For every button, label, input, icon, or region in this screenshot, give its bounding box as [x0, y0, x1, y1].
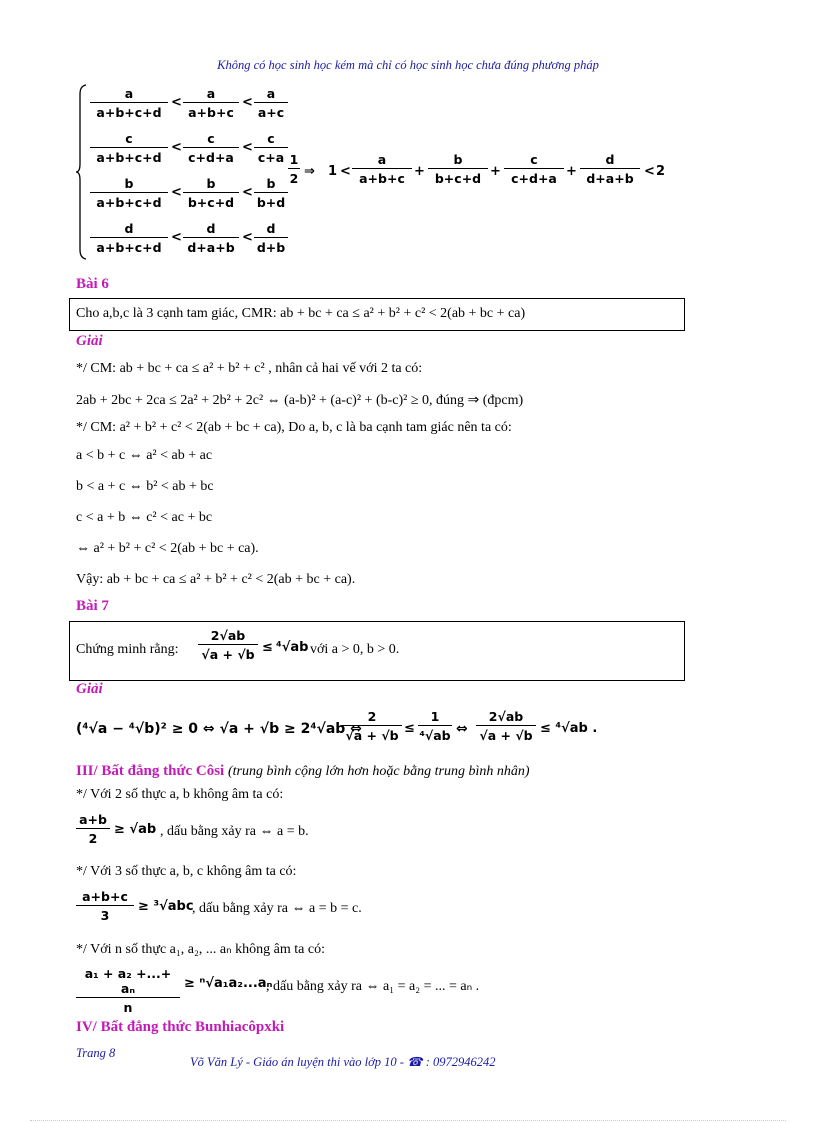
- system-row-1-lt-1: <: [171, 95, 182, 110]
- bai6-line-4: a < b + c ⇔ a² < ab + ac: [76, 448, 213, 463]
- bai6-line-6: c < a + b ⇔ c² < ac + bc: [76, 510, 213, 525]
- system-result-frac-2-num: b: [428, 152, 488, 169]
- cosi-frac-1: [76, 812, 110, 846]
- system-row-4-frac-3-den: d+b: [256, 240, 286, 255]
- system-row-4-frac-2-den: d+a+b: [187, 240, 235, 255]
- bai7-frac-den: √a + √b: [201, 647, 255, 662]
- bunhia-section-title: IV/ Bất đẳng thức Bunhiacôpxki: [76, 1019, 285, 1035]
- system-result-plus-1: +: [414, 164, 425, 179]
- system-implies: ⇒: [304, 164, 315, 179]
- bai7-sol-frac-2: [418, 709, 452, 743]
- system-result-frac-3-den: c+d+a: [511, 171, 557, 186]
- bai7-problem-prefix: Chứng minh rằng:: [76, 642, 179, 657]
- page-header: Không có học sinh học kém mà chỉ có học sinh học chưa đúng phương pháp: [217, 58, 599, 72]
- system-row-1-frac-1: [90, 86, 168, 120]
- left-brace: [76, 84, 88, 260]
- cosi-expr-1-rhs: ≥ √ab: [114, 822, 157, 837]
- bai7-fraction: [198, 628, 258, 662]
- cosi-expr-3-text: , dấu bằng xảy ra ⇔ a₁ = a₂ = ... = aₙ .: [266, 979, 480, 994]
- system-row-3-frac-1-num: b: [90, 176, 168, 193]
- system-row-4-frac-3: [254, 221, 288, 255]
- system-row-2-frac-3-den: c+a: [257, 150, 285, 165]
- cosi-subtitle: (trung bình cộng lớn hơn hoặc bằng trung bình nhân): [227, 764, 530, 779]
- cosi-frac-3-num: a₁ + a₂ +...+ aₙ: [76, 966, 180, 998]
- system-row-4-frac-1-den: a+b+c+d: [96, 240, 162, 255]
- system-row-3-frac-2-num: b: [183, 176, 239, 193]
- bai7-frac-num: 2√ab: [198, 628, 258, 645]
- system-row-1-frac-2: [183, 86, 239, 120]
- bai7-sol-frac-1-den: √a + √b: [345, 728, 399, 743]
- system-row-3-frac-3-den: b+d: [256, 195, 286, 210]
- system-row-1-frac-1-den: a+b+c+d: [96, 105, 162, 120]
- cosi-frac-2: [76, 889, 134, 923]
- system-row-4-frac-2: [183, 221, 239, 255]
- bai6-line-3: */ CM: a² + b² + c² < 2(ab + bc + ca), Do a, b, c là ba cạnh tam giác nên ta có:: [76, 420, 512, 435]
- system-row-2-frac-1: [90, 131, 168, 165]
- bai7-sol-frac-3: [476, 709, 536, 743]
- bai7-sol-frac-3-den: √a + √b: [479, 728, 533, 743]
- system-row-1-frac-3: [254, 86, 288, 120]
- system-result-frac-1-den: a+b+c: [359, 171, 405, 186]
- system-one: 1: [328, 164, 338, 179]
- system-row-1-frac-2-num: a: [183, 86, 239, 103]
- system-row-2-frac-3-num: c: [254, 131, 288, 148]
- cosi-expr-1-text: , dấu bằng xảy ra ⇔ a = b.: [160, 824, 309, 839]
- cosi-frac-3: [76, 966, 180, 1015]
- system-row-2-lt-2: <: [242, 140, 253, 155]
- system-row-1-lt-2: <: [242, 95, 253, 110]
- system-result-two: 2: [656, 164, 666, 179]
- system-row-1-frac-1-num: a: [90, 86, 168, 103]
- system-row-4-frac-3-num: d: [254, 221, 288, 238]
- system-row-2-frac-1-den: a+b+c+d: [96, 150, 162, 165]
- cosi-frac-1-num: a+b: [76, 812, 110, 829]
- bai7-title: Bài 7: [76, 598, 109, 614]
- cosi-expr-3-rhs: ≥ ⁿ√a₁a₂...aₙ: [184, 976, 273, 991]
- system-row-1-frac-3-den: a+c: [257, 105, 285, 120]
- footer-author: Võ Văn Lý - Giáo án luyện thi vào lớp 10 - ☎ : 0972946242: [190, 1055, 496, 1069]
- system-row-4-frac-2-num: d: [183, 221, 239, 238]
- system-result-plus-2: +: [490, 164, 501, 179]
- cosi-frac-2-num: a+b+c: [76, 889, 134, 906]
- bai6-line-8: Vậy: ab + bc + ca ≤ a² + b² + c² < 2(ab + bc + ca).: [76, 572, 356, 587]
- cosi-line-3: */ Với n số thực a₁, a₂, ... aₙ không âm ta có:: [76, 942, 325, 957]
- system-row-3-frac-1-den: a+b+c+d: [96, 195, 162, 210]
- system-result-frac-4: [580, 152, 640, 186]
- system-row-2-frac-2: [183, 131, 239, 165]
- bai7-condition: với a > 0, b > 0.: [310, 642, 400, 657]
- bai7-solution-start: (⁴√a − ⁴√b)² ≥ 0 ⇔ √a + √b ≥ 2⁴√ab ⇔: [76, 721, 362, 737]
- system-half-frac: [288, 152, 300, 186]
- bai6-line-5: b < a + c ⇔ b² < ab + bc: [76, 479, 214, 494]
- system-row-3-frac-2: [183, 176, 239, 210]
- bai7-sol-leq: ≤: [404, 721, 415, 736]
- system-row-3-frac-3: [254, 176, 288, 210]
- system-row-4-frac-1: [90, 221, 168, 255]
- bai6-line-1: */ CM: ab + bc + ca ≤ a² + b² + c² , nhân cả hai vế với 2 ta có:: [76, 361, 423, 376]
- bai7-sol-end: ≤ ⁴√ab .: [540, 721, 598, 736]
- system-row-4-lt-1: <: [171, 230, 182, 245]
- cosi-section-title: [76, 763, 530, 780]
- bai7-sol-frac-1: [342, 709, 402, 743]
- page-bottom-divider: [30, 1120, 786, 1121]
- system-row-3-lt-1: <: [171, 185, 182, 200]
- system-row-2-frac-2-den: c+d+a: [188, 150, 234, 165]
- system-result-frac-4-den: d+a+b: [586, 171, 634, 186]
- cosi-title: III/ Bất đẳng thức Côsi: [76, 763, 225, 779]
- system-row-1-frac-2-den: a+b+c: [188, 105, 234, 120]
- system-row-2-frac-2-num: c: [183, 131, 239, 148]
- bai7-leq: ≤: [262, 640, 273, 655]
- system-result-frac-2: [428, 152, 488, 186]
- bai7-sol-frac-3-num: 2√ab: [476, 709, 536, 726]
- bai7-sol-frac-1-num: 2: [342, 709, 402, 726]
- bai6-line-7: ⇔ a² + b² + c² < 2(ab + bc + ca).: [76, 541, 259, 556]
- system-result-frac-2-den: b+c+d: [434, 171, 482, 186]
- system-row-2-lt-1: <: [171, 140, 182, 155]
- bai7-rhs: ⁴√ab: [276, 640, 309, 655]
- system-result-lt-1: <: [340, 164, 351, 179]
- system-result-plus-3: +: [566, 164, 577, 179]
- bai6-giai: Giải: [76, 333, 103, 349]
- system-row-4-lt-2: <: [242, 230, 253, 245]
- bai7-sol-iff: ⇔: [456, 721, 468, 737]
- system-half-frac-num: 1: [289, 152, 299, 167]
- system-row-4-frac-1-num: d: [90, 221, 168, 238]
- cosi-frac-2-den: 3: [100, 908, 110, 923]
- system-result-lt-2: <: [644, 164, 655, 179]
- cosi-line-2: */ Với 3 số thực a, b, c không âm ta có:: [76, 864, 297, 879]
- system-result-frac-4-num: d: [580, 152, 640, 169]
- bai7-sol-frac-2-den: ⁴√ab: [419, 728, 451, 743]
- system-result-frac-3-num: c: [504, 152, 564, 169]
- cosi-line-1: */ Với 2 số thực a, b không âm ta có:: [76, 787, 284, 802]
- system-row-3-frac-3-num: b: [254, 176, 288, 193]
- cosi-frac-3-den: n: [123, 1000, 133, 1015]
- bai6-line-2: 2ab + 2bc + 2ca ≤ 2a² + 2b² + 2c² ⇔ (a-b)² + (a-c)² + (b-c)² ≥ 0, đúng ⇒ (đpcm): [76, 393, 524, 408]
- cosi-frac-1-den: 2: [88, 831, 98, 846]
- system-result-frac-1: [352, 152, 412, 186]
- system-row-3-frac-1: [90, 176, 168, 210]
- system-half-frac-den: 2: [289, 171, 299, 186]
- bai7-sol-frac-2-num: 1: [418, 709, 452, 726]
- system-row-3-frac-2-den: b+c+d: [187, 195, 235, 210]
- system-row-3-lt-2: <: [242, 185, 253, 200]
- system-row-1-frac-3-num: a: [254, 86, 288, 103]
- system-row-2-frac-3: [254, 131, 288, 165]
- cosi-expr-2-text: , dấu bằng xảy ra ⇔ a = b = c.: [192, 901, 362, 916]
- bai7-giai: Giải: [76, 681, 103, 697]
- bai6-problem: Cho a,b,c là 3 cạnh tam giác, CMR: ab + bc + ca ≤ a² + b² + c² < 2(ab + bc + ca): [76, 306, 526, 321]
- cosi-expr-2-rhs: ≥ ³√abc: [138, 899, 194, 914]
- bai6-title: Bài 6: [76, 276, 109, 292]
- system-result-frac-1-num: a: [352, 152, 412, 169]
- system-row-2-frac-1-num: c: [90, 131, 168, 148]
- system-result-frac-3: [504, 152, 564, 186]
- page-number: Trang 8: [76, 1046, 116, 1060]
